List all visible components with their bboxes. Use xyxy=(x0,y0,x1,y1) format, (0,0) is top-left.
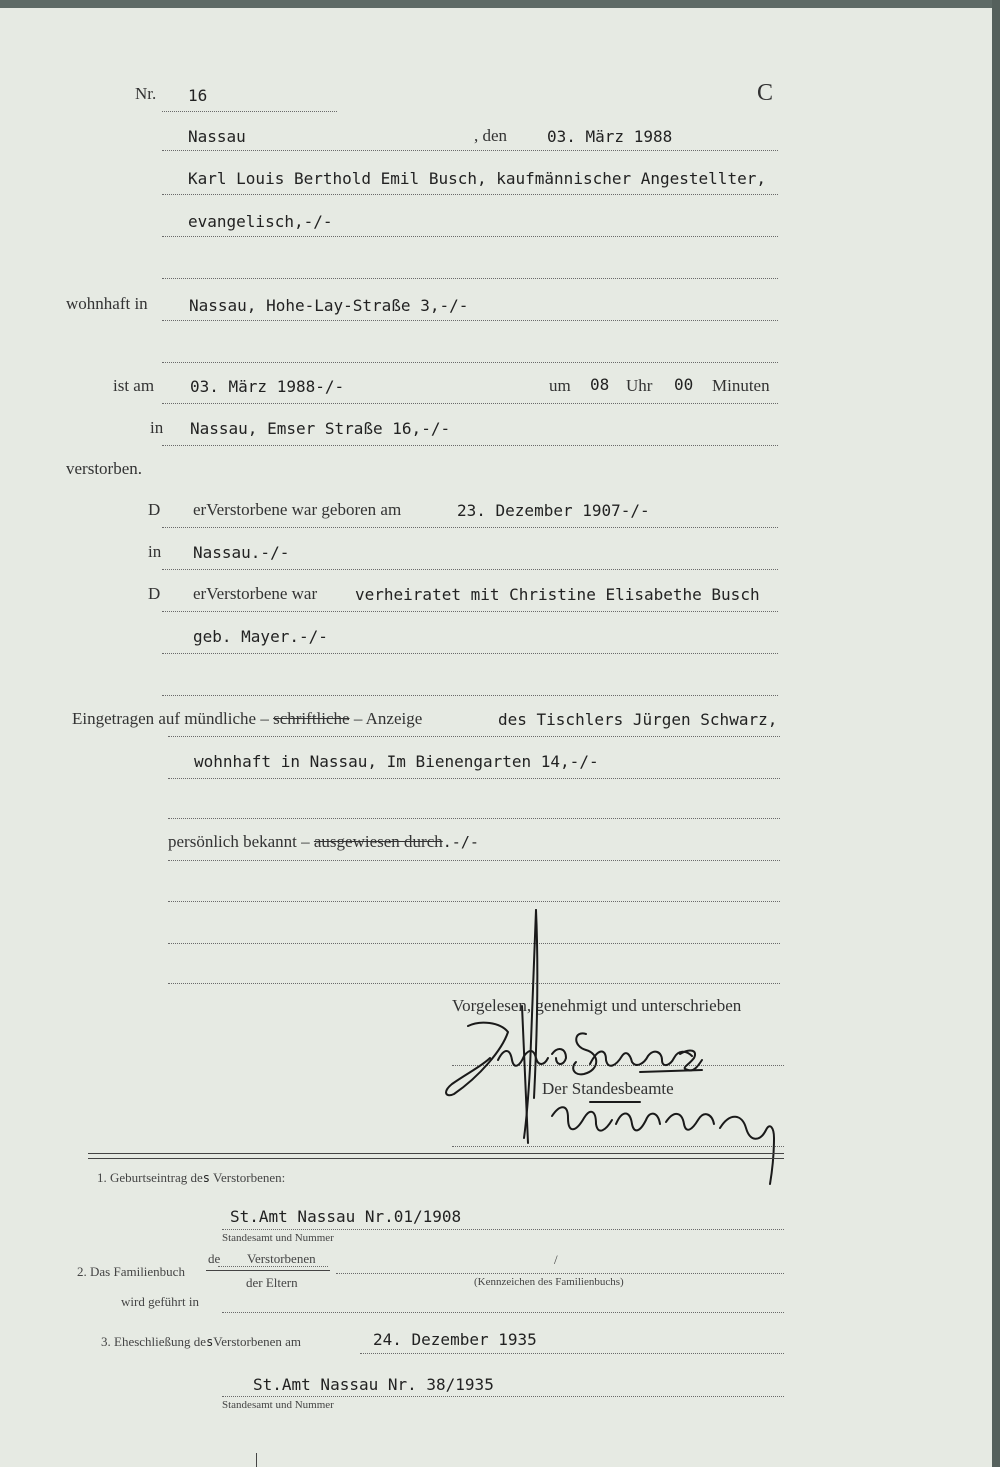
certificate-page xyxy=(0,8,992,1467)
family-book-de: de xyxy=(208,1251,221,1266)
residence-label: wohnhaft in xyxy=(66,294,148,313)
birth-entry-value: St.Amt Nassau Nr.01/1908 xyxy=(230,1207,462,1226)
residence-value: Nassau, Hohe-Lay-Straße 3,-/- xyxy=(189,296,469,315)
marriage-entry-value: St.Amt Nassau Nr. 38/1935 xyxy=(253,1375,494,1394)
uhr-label: Uhr xyxy=(626,376,653,395)
registry-office-caption-2: Standesamt und Nummer xyxy=(222,1399,334,1411)
family-book-parents: der Eltern xyxy=(246,1275,298,1290)
birth-place-label: in xyxy=(148,542,162,561)
birth-place: Nassau.-/- xyxy=(193,543,290,562)
register-letter: C xyxy=(757,80,774,106)
registry-office-caption: Standesamt und Nummer xyxy=(222,1232,334,1244)
birth-label: erVerstorbene war geboren am xyxy=(193,500,402,519)
deceased-religion: evangelisch,-/- xyxy=(188,212,333,231)
death-date-label: ist am xyxy=(113,376,155,395)
deceased-name: Karl Louis Berthold Emil Busch, kaufmännischer Angestellter, xyxy=(188,169,766,188)
marriage-status: verheiratet mit Christine Elisabethe Busch xyxy=(355,585,760,604)
family-book-label: 2. Das Familienbuch xyxy=(77,1264,185,1279)
death-date-value: 03. März 1988-/- xyxy=(190,377,345,396)
registrar-label: Der Standesbeamte xyxy=(542,1079,674,1098)
family-book-caption: (Kennzeichen des Familienbuchs) xyxy=(474,1276,624,1288)
dotted-line xyxy=(162,111,337,112)
death-place-label: in xyxy=(150,418,164,437)
birth-entry-label: 1. Geburtseintrag des Verstorbenen: xyxy=(97,1170,286,1185)
registration-label: Eingetragen auf mündliche – schriftliche – Anzeige xyxy=(72,709,423,728)
place-value: Nassau xyxy=(188,127,246,146)
marriage-d-label: D xyxy=(148,584,161,603)
informant-address: wohnhaft in Nassau, Im Bienengarten 14,-/- xyxy=(194,752,599,771)
identification-label: persönlich bekannt – ausgewiesen durch.-/- xyxy=(168,832,479,851)
entry-number: 16 xyxy=(188,86,208,105)
marriage-entry-label: 3. Eheschließung desVerstorbenen am xyxy=(101,1334,302,1349)
kept-in-label: wird geführt in xyxy=(121,1294,199,1309)
informant: des Tischlers Jürgen Schwarz, xyxy=(498,710,778,729)
spouse-maiden-name: geb. Mayer.-/- xyxy=(193,627,328,646)
marriage-label: erVerstorbene war xyxy=(193,584,318,603)
handwritten-signatures xyxy=(440,898,820,1188)
family-book-deceased: Verstorbenen xyxy=(247,1251,316,1266)
page-edge xyxy=(992,0,1000,1467)
approval-text: Vorgelesen, genehmigt und unterschrieben xyxy=(452,996,742,1015)
date-label: , den xyxy=(474,126,508,145)
minuten-label: Minuten xyxy=(712,376,770,395)
marriage-entry-date: 24. Dezember 1935 xyxy=(373,1330,537,1349)
date-value: 03. März 1988 xyxy=(547,127,673,146)
um-label: um xyxy=(549,376,571,395)
tick-mark xyxy=(256,1453,257,1467)
death-place-value: Nassau, Emser Straße 16,-/- xyxy=(190,419,451,438)
death-minutes: 00 xyxy=(674,375,694,394)
death-hour: 08 xyxy=(590,375,610,394)
section-divider xyxy=(88,1153,784,1154)
verstorben-label: verstorben. xyxy=(66,459,143,478)
birth-date: 23. Dezember 1907-/- xyxy=(457,501,650,520)
birth-d-label: D xyxy=(148,500,161,519)
family-book-slash: / xyxy=(554,1252,558,1267)
number-label: Nr. xyxy=(135,84,157,103)
